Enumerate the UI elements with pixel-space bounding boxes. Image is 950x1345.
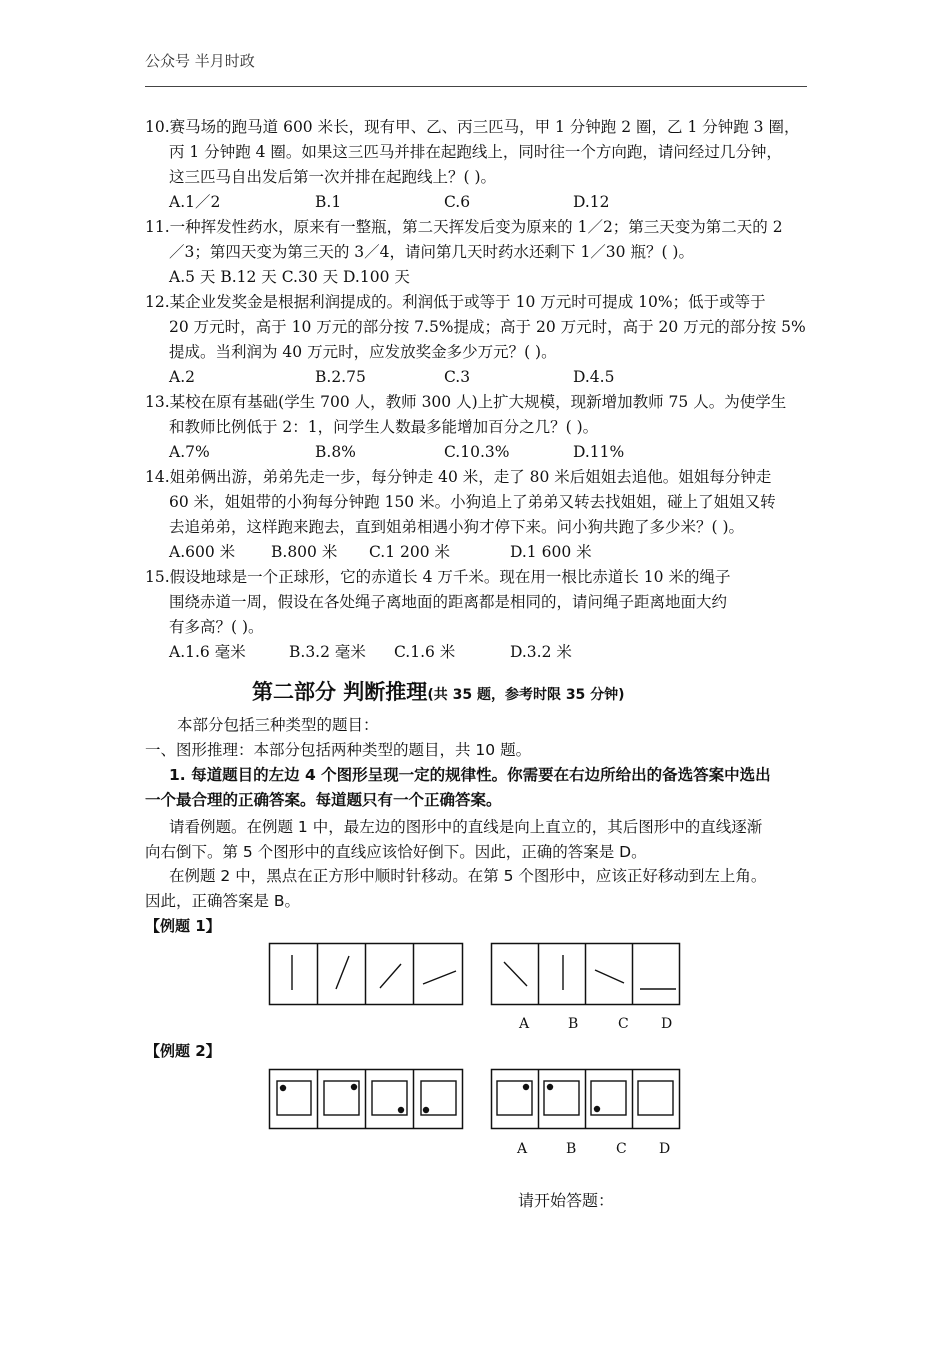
header-source: 公众号 半月时政 bbox=[145, 52, 255, 70]
question-11 bbox=[145, 215, 810, 265]
question-line: 12.某企业发奖金是根据利润提成的。利润低于或等于 10 万元时可提成 10%；低于或等于 bbox=[145, 293, 766, 311]
option: D.3.2 米 bbox=[510, 643, 572, 661]
option: B.1 bbox=[315, 193, 342, 211]
start-answering-prompt: 请开始答题： bbox=[518, 1191, 615, 1210]
question-14 bbox=[145, 465, 810, 540]
example-2-label: 【例题 2】 bbox=[145, 1042, 221, 1060]
choice-letter-a: A bbox=[517, 1141, 528, 1157]
question-line: 11.一种挥发性药水，原来有一整瓶，第二天挥发后变为原来的 1／2；第三天变为第二天的 2 bbox=[145, 218, 783, 236]
option: B.800 米 bbox=[271, 543, 338, 561]
option: D.1 600 米 bbox=[510, 543, 592, 561]
section-title-main: 第二部分 判断推理 bbox=[252, 680, 428, 704]
option: D.11% bbox=[573, 443, 625, 461]
rule-line-2: 一个最合理的正确答案。每道题只有一个正确答案。 bbox=[145, 791, 502, 809]
choice-letter-b: B bbox=[566, 1141, 577, 1157]
section-intro: 本部分包括三种类型的题目： bbox=[177, 716, 379, 734]
option: C.1.6 米 bbox=[394, 643, 456, 661]
option: A.2 bbox=[169, 368, 195, 386]
example-1-label: 【例题 1】 bbox=[145, 917, 221, 935]
option: C.10.3% bbox=[444, 443, 510, 461]
option: C.1 200 米 bbox=[369, 543, 451, 561]
example-2-answer-choices bbox=[490, 1068, 682, 1131]
question-line: 60 米，姐姐带的小狗每分钟跑 150 米。小狗追上了弟弟又转去找姐姐，碰上了姐姐又转 bbox=[169, 493, 776, 511]
option: D.4.5 bbox=[573, 368, 615, 386]
example1-desc-line-1: 请看例题。在例题 1 中，最左边的图形中的直线是向上直立的，其后图形中的直线逐渐 bbox=[169, 818, 763, 836]
question-15 bbox=[145, 565, 810, 640]
question-line: 13.某校在原有基础(学生 700 人，教师 300 人)上扩大规模，现新增加教师 75 人。为使学生 bbox=[145, 393, 787, 411]
rule-line-1: 1. 每道题目的左边 4 个图形呈现一定的规律性。你需要在右边所给出的备选答案中选出 bbox=[169, 766, 771, 784]
choice-letter-c: C bbox=[616, 1141, 627, 1157]
header-divider bbox=[145, 86, 807, 87]
question-line: 去追弟弟，这样跑来跑去，直到姐弟相遇小狗才停下来。问小狗共跑了多少米？( )。 bbox=[169, 518, 745, 536]
option: A.600 米 bbox=[169, 543, 236, 561]
question-line: 20 万元时，高于 10 万元的部分按 7.5%提成；高于 20 万元时，高于 20 万元的部分按 5% bbox=[169, 318, 806, 336]
question-line: 有多高？( )。 bbox=[169, 618, 264, 636]
option: B.3.2 毫米 bbox=[289, 643, 366, 661]
question-line: 14.姐弟俩出游，弟弟先走一步，每分钟走 40 米，走了 80 米后姐姐去追他。姐姐每分钟走 bbox=[145, 468, 772, 486]
question-line: 提成。当利润为 40 万元时，应发放奖金多少万元？( )。 bbox=[169, 343, 557, 361]
option: C.6 bbox=[444, 193, 471, 211]
example2-desc-line-2: 因此，正确答案是 B。 bbox=[145, 892, 301, 910]
choice-letter-a: A bbox=[519, 1016, 530, 1032]
option: C.3 bbox=[444, 368, 471, 386]
question-10 bbox=[145, 115, 810, 190]
question-line: 围绕赤道一周，假设在各处绳子离地面的距离都是相同的，请问绳子距离地面大约 bbox=[169, 593, 728, 611]
question-line: 和教师比例低于 2：1，问学生人数最多能增加百分之几？( )。 bbox=[169, 418, 599, 436]
choice-letter-b: B bbox=[568, 1016, 579, 1032]
option: A.7% bbox=[169, 443, 210, 461]
question-13 bbox=[145, 390, 810, 440]
section-title-subtitle: (共 35 题，参考时限 35 分钟) bbox=[427, 687, 625, 703]
example-1-answer-choices bbox=[490, 942, 682, 1007]
example-1-question-figures bbox=[268, 942, 464, 1007]
question-line: 这三匹马自出发后第一次并排在起跑线上？( )。 bbox=[169, 168, 497, 186]
part1-heading: 一、图形推理：本部分包括两种类型的题目，共 10 题。 bbox=[145, 741, 532, 759]
question-line: 丙 1 分钟跑 4 圈。如果这三匹马并排在起跑线上，同时往一个方向跑，请问经过几分钟， bbox=[169, 143, 782, 161]
option: A.5 天 B.12 天 C.30 天 D.100 天 bbox=[169, 268, 410, 286]
section-title bbox=[252, 676, 625, 706]
option: B.2.75 bbox=[315, 368, 366, 386]
question-line: 10.赛马场的跑马道 600 米长，现有甲、乙、丙三匹马，甲 1 分钟跑 2 圈，乙 1 分钟跑 3 圈， bbox=[145, 118, 800, 136]
option: A.1.6 毫米 bbox=[169, 643, 246, 661]
choice-letter-d: D bbox=[661, 1016, 673, 1032]
example-2-question-figures bbox=[268, 1068, 464, 1131]
option: B.8% bbox=[315, 443, 356, 461]
example2-desc-line-1: 在例题 2 中，黑点在正方形中顺时针移动。在第 5 个图形中，应该正好移动到左上角。 bbox=[169, 867, 767, 885]
question-12 bbox=[145, 290, 810, 365]
choice-letter-c: C bbox=[618, 1016, 629, 1032]
option: D.12 bbox=[573, 193, 610, 211]
example1-desc-line-2: 向右倒下。第 5 个图形中的直线应该恰好倒下。因此，正确的答案是 D。 bbox=[145, 843, 647, 861]
question-line: 15.假设地球是一个正球形，它的赤道长 4 万千米。现在用一根比赤道长 10 米的绳子 bbox=[145, 568, 731, 586]
choice-letter-d: D bbox=[659, 1141, 671, 1157]
option: A.1／2 bbox=[169, 193, 221, 211]
question-line: ／3；第四天变为第三天的 3／4，请问第几天时药水还剩下 1／30 瓶？( )。 bbox=[169, 243, 694, 261]
